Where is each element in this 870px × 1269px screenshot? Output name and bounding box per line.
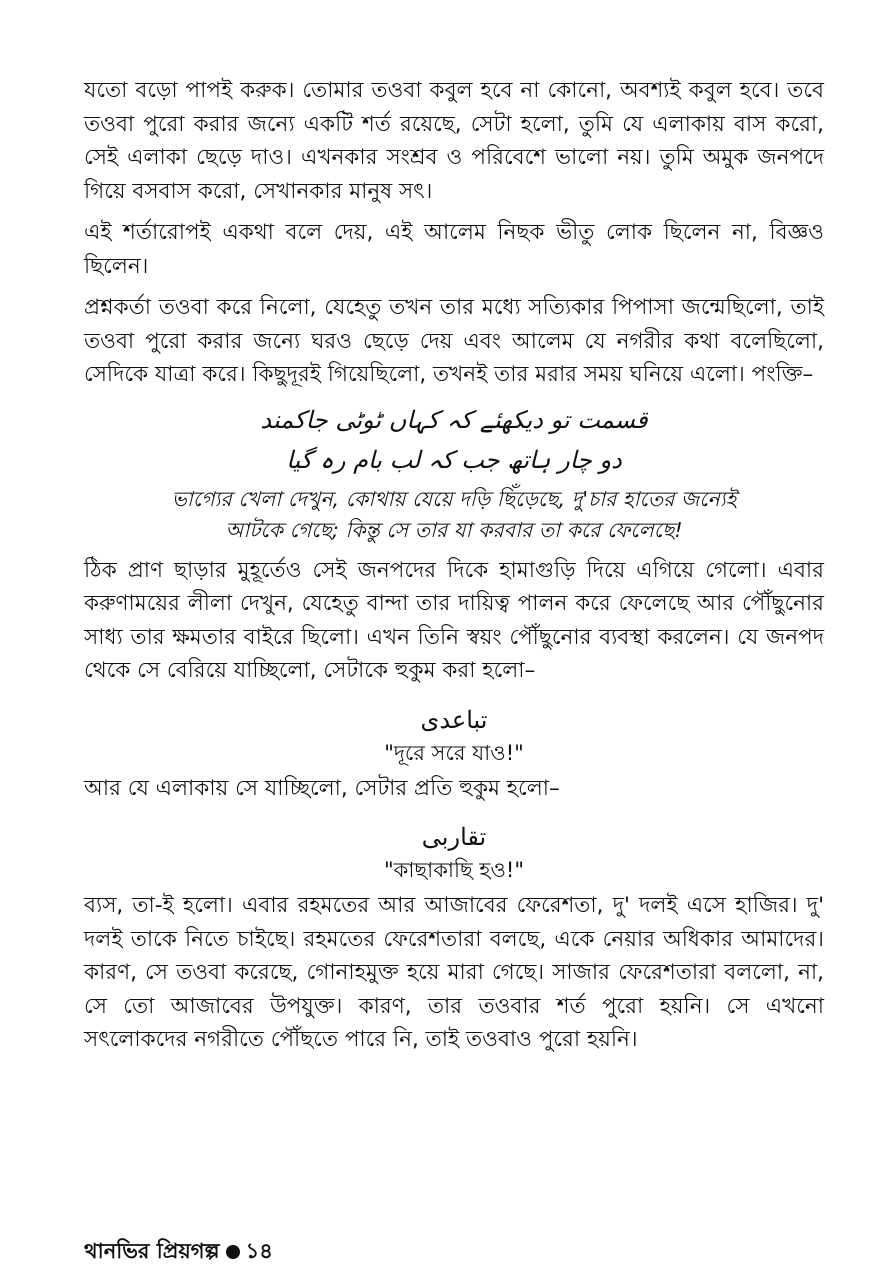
bullet-icon [226, 1245, 240, 1259]
command-2-arabic: تقاربی [421, 823, 487, 851]
page-content [84, 74, 824, 1065]
command-2-bengali: "কাছাকাছি হও!" [383, 858, 524, 882]
page-footer [84, 1236, 273, 1266]
verse-line-2: دو چار ہاتھ جب کہ لب بام رہ گیا [286, 445, 622, 474]
translation-line-2: আটকে গেছে; কিন্তু সে তার যা করবার তা করে ফেলেছে! [225, 517, 683, 542]
verse-line-1: قسمت تو دیکھئے کہ کہاں ٹوٹی جاکمند [260, 405, 648, 434]
verse-translation [84, 484, 824, 546]
paragraph-6: ব্যস, তা-ই হলো। এবার রহমতের আর আজাবের ফেরেশতা, দু' দলই এসে হাজির। দু' দলই তাকে নিতে চাইছে। রহমতের ফেরেশতারা বলছে, একে নেয়ার অধিকার আমাদের। কারণ, সে তওবা করেছে, গোনাহমুক্ত হয়ে মারা গেছে। সাজার ফেরেশতারা বললো, না, সে তো আজাবের উপযুক্ত। কারণ, তার তওবার শর্ত পুরো হয়নি। সে এখনো সৎলোকদের নগরীতে পৌঁছতে পারে নি, তাই তওবাও পুরো হয়নি। [84, 893, 824, 1052]
urdu-verse [84, 400, 824, 480]
paragraph-4: ঠিক প্রাণ ছাড়ার মুহূর্তেও সেই জনপদের দিকে হামাগুড়ি দিয়ে এগিয়ে গেলো। এবার করুণাময়ের লীলা দেখুন, যেহেতু বান্দা তার দায়িত্ব পালন করে ফেলেছে আর পৌঁছুনোর সাধ্য তার ক্ষমতার বাইরে ছিলো। এখন তিনি স্বয়ং পৌঁছুনোর ব্যবস্থা করলেন। যে জনপদ থেকে সে বেরিয়ে যাচ্ছিলো, সেটাকে হুকুম করা হলো– [84, 557, 824, 683]
paragraph-1: যতো বড়ো পাপই করুক। তোমার তওবা কবুল হবে না কোনো, অবশ্যই কবুল হবে। তবে তওবা পুরো করার জন্যে একটি শর্ত রয়েছে, সেটা হলো, তুমি যে এলাকায় বাস করো, সেই এলাকা ছেড়ে দাও। এখনকার সংশ্রব ও পরিবেশে ভালো নয়। তুমি অমুক জনপদে গিয়ে বসবাস করো, সেখানকার মানুষ সৎ। [84, 78, 824, 204]
paragraph-3: প্রশ্নকর্তা তওবা করে নিলো, যেহেতু তখন তার মধ্যে সত্যিকার পিপাসা জন্মেছিলো, তাই তওবা পুরো করার জন্যে ঘরও ছেড়ে দেয় এবং আলেম যে নগরীর কথা বলেছিলো, সেদিকে যাত্রা করে। কিছুদূরই গিয়েছিলো, তখনই তার মরার সময় ঘনিয়ে এলো। পংক্তি– [84, 295, 824, 387]
paragraph-2: এই শর্তারোপই একথা বলে দেয়, এই আলেম নিছক ভীতু লোক ছিলেন না, বিজ্ঞও ছিলেন। [84, 220, 824, 279]
command-1-bengali: "দূরে সরে যাও!" [384, 740, 524, 765]
translation-line-1: ভাগ্যের খেলা দেখুন, কোথায় যেয়ে দড়ি ছিঁড়েছে, দু'চার হাতের জন্যেই [171, 486, 737, 511]
paragraph-5: আর যে এলাকায় সে যাচ্ছিলো, সেটার প্রতি হুকুম হলো– [84, 775, 560, 801]
book-title: থানভির প্রিয়গল্প [84, 1239, 220, 1263]
command-1-arabic: تباعدی [420, 705, 488, 734]
page-number: ১৪ [245, 1239, 273, 1263]
